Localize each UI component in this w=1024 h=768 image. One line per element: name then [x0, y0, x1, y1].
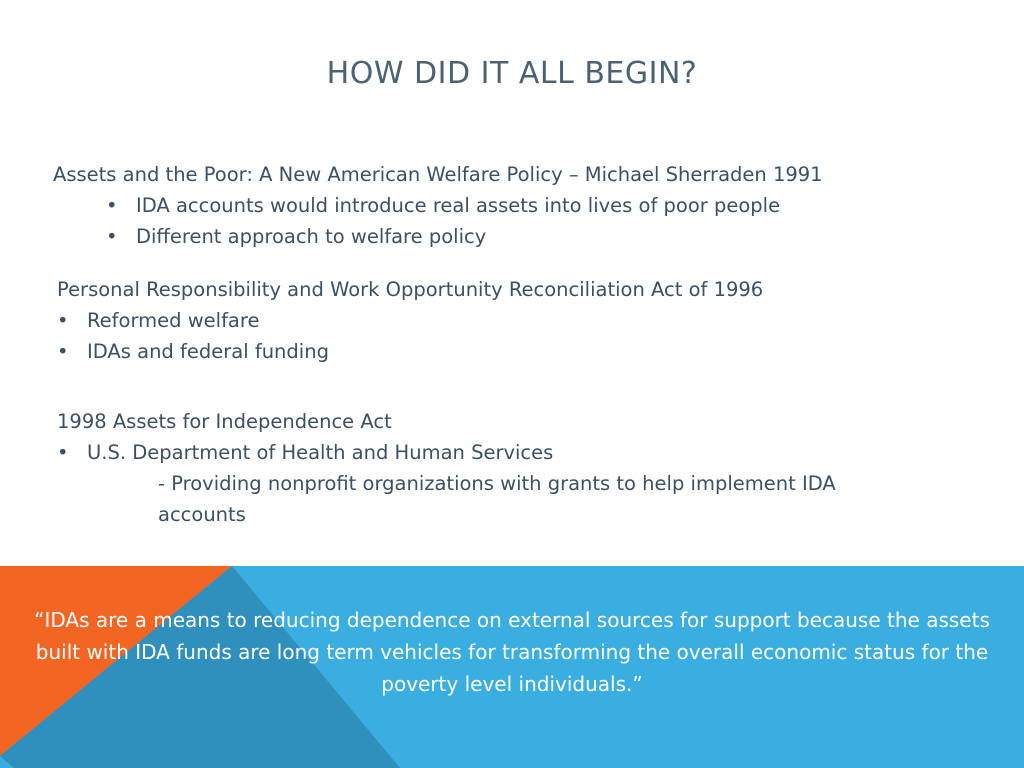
- bullet-text: Different approach to welfare policy: [136, 225, 487, 248]
- bullet-glyph: •: [57, 441, 69, 464]
- section1-bullet-1: [106, 191, 866, 221]
- bullet-text: IDAs and federal funding: [87, 340, 329, 363]
- section2-bullet-1: [57, 306, 817, 336]
- section1-bullet-2: [106, 222, 866, 252]
- section2-heading: Personal Responsibility and Work Opportunity Reconciliation Act of 1996: [57, 278, 764, 301]
- bullet-text: IDA accounts would introduce real assets into lives of poor people: [136, 194, 781, 217]
- bullet-glyph: •: [106, 225, 118, 248]
- slide-title: HOW DID IT ALL BEGIN?: [326, 56, 698, 91]
- bullet-text: Reformed welfare: [87, 309, 260, 332]
- section3-sub-line-1: - Providing nonprofit organizations with grants to help implement IDA: [158, 472, 836, 495]
- quote-text: “IDAs are a means to reducing dependence on external sources for support because the assets built with IDA funds are long term vehicles for transforming the overall economic status for the poverty level individuals.”: [34, 608, 990, 696]
- section3-sub-line-2: accounts: [158, 503, 246, 526]
- bullet-glyph: •: [57, 309, 69, 332]
- section2-bullet-2: [57, 337, 817, 367]
- section1-heading: Assets and the Poor: A New American Welfare Policy – Michael Sherraden 1991: [53, 163, 823, 186]
- bullet-text: U.S. Department of Health and Human Services: [87, 441, 554, 464]
- section3-bullet-1: [57, 438, 817, 468]
- section3-heading: 1998 Assets for Independence Act: [57, 410, 392, 433]
- bullet-glyph: •: [106, 194, 118, 217]
- bullet-glyph: •: [57, 340, 69, 363]
